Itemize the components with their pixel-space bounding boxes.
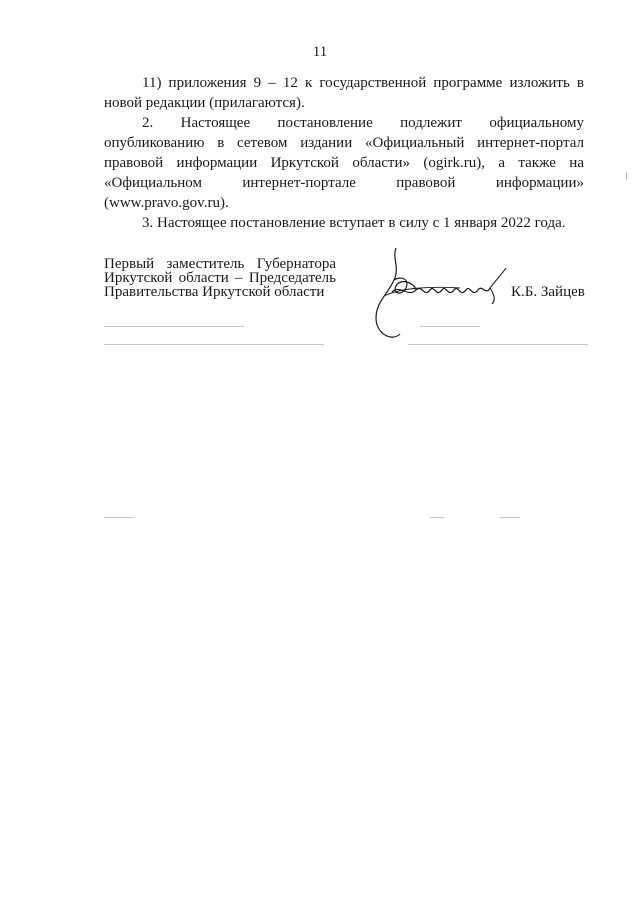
signatory-position-line: Первый заместитель Губернатора xyxy=(104,256,336,272)
scan-artifact xyxy=(104,326,244,327)
signatory-position xyxy=(104,257,336,299)
scan-artifact xyxy=(500,517,520,518)
signatory-position-line: Правительства Иркутской области xyxy=(104,284,325,300)
handwritten-signature xyxy=(370,238,510,350)
scan-artifact xyxy=(104,344,324,345)
page-number: 11 xyxy=(312,44,328,60)
scan-artifact xyxy=(626,172,627,180)
scan-artifact xyxy=(420,326,480,327)
scan-artifact xyxy=(104,517,134,518)
signatory-name: К.Б. Зайцев xyxy=(511,284,585,300)
paragraph-effective-date: 3. Настоящее постановление вступает в силу с 1 января 2022 года. xyxy=(142,215,566,231)
paragraph-publication: 2. Настоящее постановление подлежит официальному опубликованию в сетевом издании «Официальный интернет-портал правовой информации Иркутской области» (ogirk.ru), а также на «Официальном интернет-портале правовой информации» (www.pravo.gov.ru). xyxy=(104,115,584,211)
scan-artifact xyxy=(408,344,588,345)
signatory-position-line: Иркутской области – Председатель xyxy=(104,270,336,286)
document-body xyxy=(104,73,584,233)
paragraph-item-11: 11) приложения 9 – 12 к государственной программе изложить в новой редакции (прилагаются). xyxy=(104,75,584,111)
scan-artifact xyxy=(430,517,444,518)
